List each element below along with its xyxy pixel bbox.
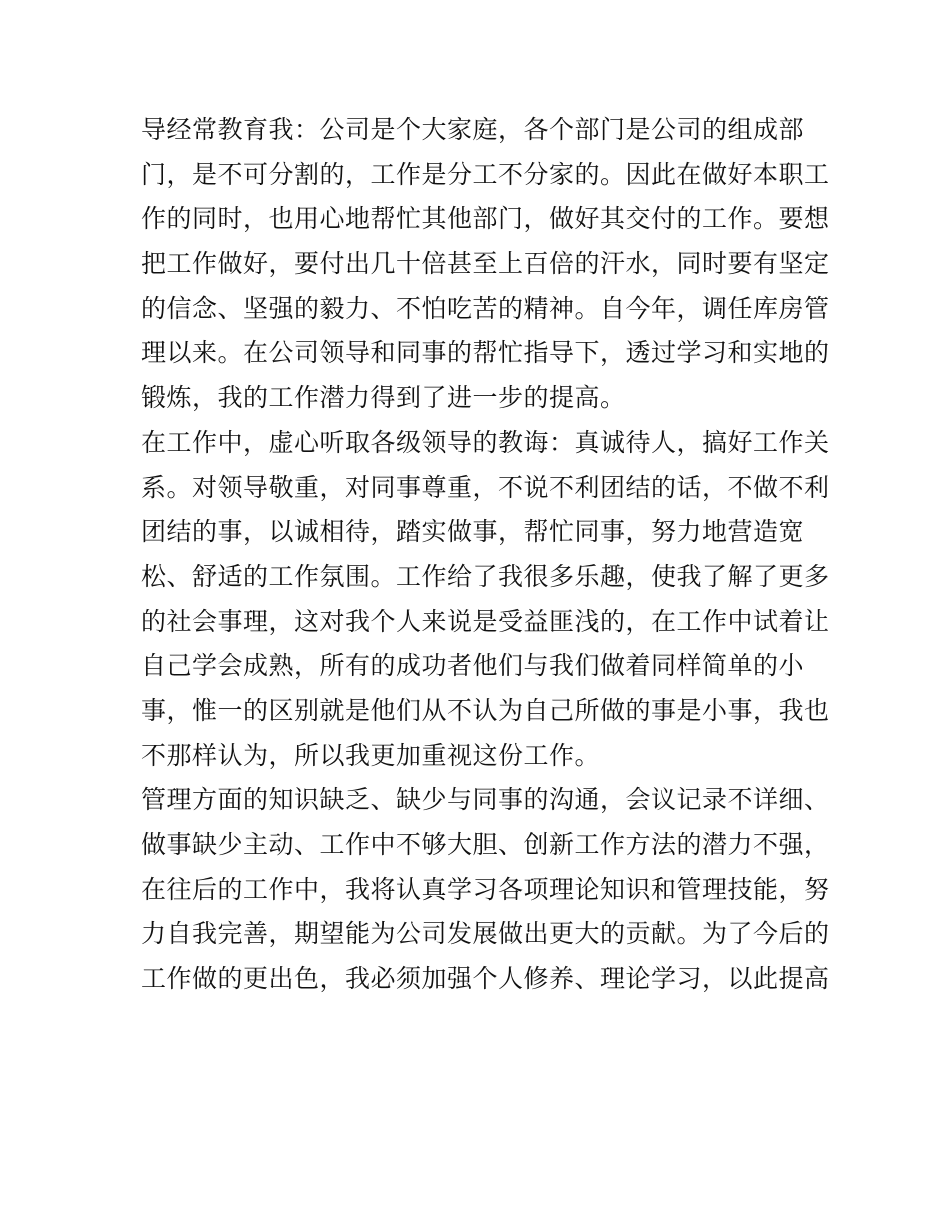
text-line: 不那样认为，所以我更加重视这份工作。 xyxy=(141,740,601,770)
text-line: 在往后的工作中，我将认真学习各项理论知识和管理技能，努 xyxy=(141,874,830,904)
text-line: 的社会事理，这对我个人来说是受益匪浅的，在工作中试着让 xyxy=(141,606,830,636)
text-line: 锻炼，我的工作潜力得到了进一步的提高。 xyxy=(141,383,626,413)
text-line: 事，惟一的区别就是他们从不认为自己所做的事是小事，我也 xyxy=(141,695,830,725)
text-line: 团结的事，以诚相待，踏实做事，帮忙同事，努力地营造宽 xyxy=(141,517,805,547)
text-line: 的信念、坚强的毅力、不怕吃苦的精神。自今年，调任库房管 xyxy=(141,293,830,323)
text-line: 在工作中，虚心听取各级领导的教诲：真诚待人，搞好工作关 xyxy=(141,427,830,457)
text-line: 门，是不可分割的，工作是分工不分家的。因此在做好本职工 xyxy=(141,159,830,189)
document-body-text xyxy=(141,108,830,1002)
text-line: 做事缺少主动、工作中不够大胆、创新工作方法的潜力不强， xyxy=(141,830,830,859)
text-line: 管理方面的知识缺乏、缺少与同事的沟通，会议记录不详细、 xyxy=(141,785,830,815)
text-line: 理以来。在公司领导和同事的帮忙指导下，透过学习和实地的 xyxy=(141,338,830,368)
text-line: 把工作做好，要付出几十倍甚至上百倍的汗水，同时要有坚定 xyxy=(141,249,830,279)
text-line: 导经常教育我：公司是个大家庭，各个部门是公司的组成部 xyxy=(141,115,805,144)
text-line: 自己学会成熟，所有的成功者他们与我们做着同样简单的小 xyxy=(141,651,805,681)
text-line: 系。对领导敬重，对同事尊重，不说不利团结的话，不做不利 xyxy=(141,472,830,502)
text-line: 力自我完善，期望能为公司发展做出更大的贡献。为了今后的 xyxy=(141,919,830,949)
text-line: 作的同时，也用心地帮忙其他部门，做好其交付的工作。要想 xyxy=(141,204,830,234)
text-line: 松、舒适的工作氛围。工作给了我很多乐趣，使我了解了更多 xyxy=(141,561,830,591)
text-line: 工作做的更出色，我必须加强个人修养、理论学习，以此提高 xyxy=(141,964,830,994)
